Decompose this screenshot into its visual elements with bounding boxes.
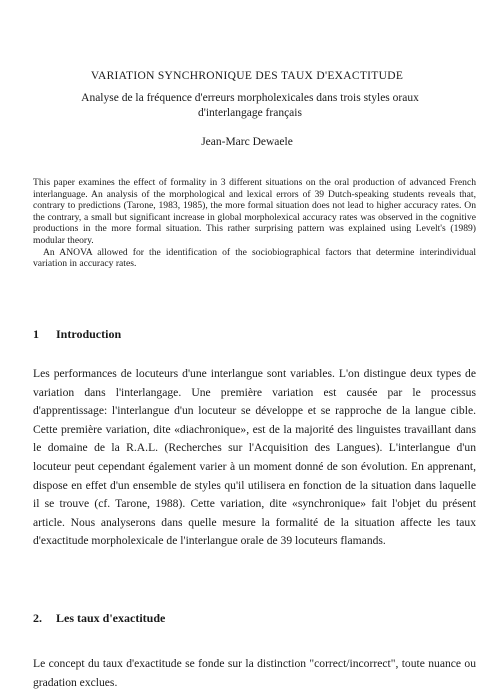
abstract (33, 177, 476, 270)
paper-subtitle: Analyse de la fréquence d'erreurs morpholexicales dans trois styles oraux d'interlangage français (81, 92, 419, 119)
section-title: Introduction (56, 327, 122, 341)
section-body-taux-exactitude: Le concept du taux d'exactitude se fonde sur la distinction "correct/incorrect", toute nuance ou gradation exclues. (33, 657, 476, 689)
section-heading-taux-exactitude (33, 611, 165, 626)
abstract-paragraph-2: An ANOVA allowed for the identification of the sociobiographical factors that determine interindividual variation in accuracy rates. (33, 246, 476, 270)
section-body-introduction: Les performances de locuteurs d'une interlangue sont variables. L'on distingue deux types de variation dans l'interlangage. Une première variation est causée par le processus d'apprentissage: l'interlangue d'un locuteur se développe et se rapproche de la langue cible. Cette première variation, dite «diachronique», est de la majorité des linguistes travaillant dans le domaine de la R.A.L. (Recherches sur l'Acquisition des Langues). L'interlangue d'un locuteur peut cependant également varier à un moment donné de son évolution. En apprenant, dispose en effet d'un ensemble de styles qu'il utilisera en fonction de la situation dans laquelle il se trouve (cf. Tarone, 1988). Cette variation, dite «synchronique» fait l'objet du présent article. Nous analyserons dans quelle mesure la formalité de la situation affecte les taux d'exactitude morpholexicale de l'interlangue orale de 39 locuteurs flamands. (33, 367, 476, 548)
section-number: 2. (33, 611, 42, 625)
abstract-paragraph-1: This paper examines the effect of formality in 3 different situations on the oral production of advanced French interlanguage. An analysis of the morphological and lexical errors of 39 Dutch-speaking students reveals that, contrary to predictions (Tarone, 1983, 1985), the more formal situation does not lead to higher accuracy rates. On the contrary, a small but significant increase in global morpholexical accuracy rates was observed in the cognitive productions in the more formal situation. This rather surprising pattern was explained using Levelt's (1989) modular theory. (33, 177, 476, 246)
paper-author: Jean-Marc Dewaele (201, 136, 293, 148)
paper-title: VARIATION SYNCHRONIQUE DES TAUX D'EXACTITUDE (90, 70, 404, 82)
section-number: 1 (33, 327, 39, 341)
section-title: Les taux d'exactitude (56, 611, 166, 625)
section-heading-introduction (33, 327, 121, 342)
